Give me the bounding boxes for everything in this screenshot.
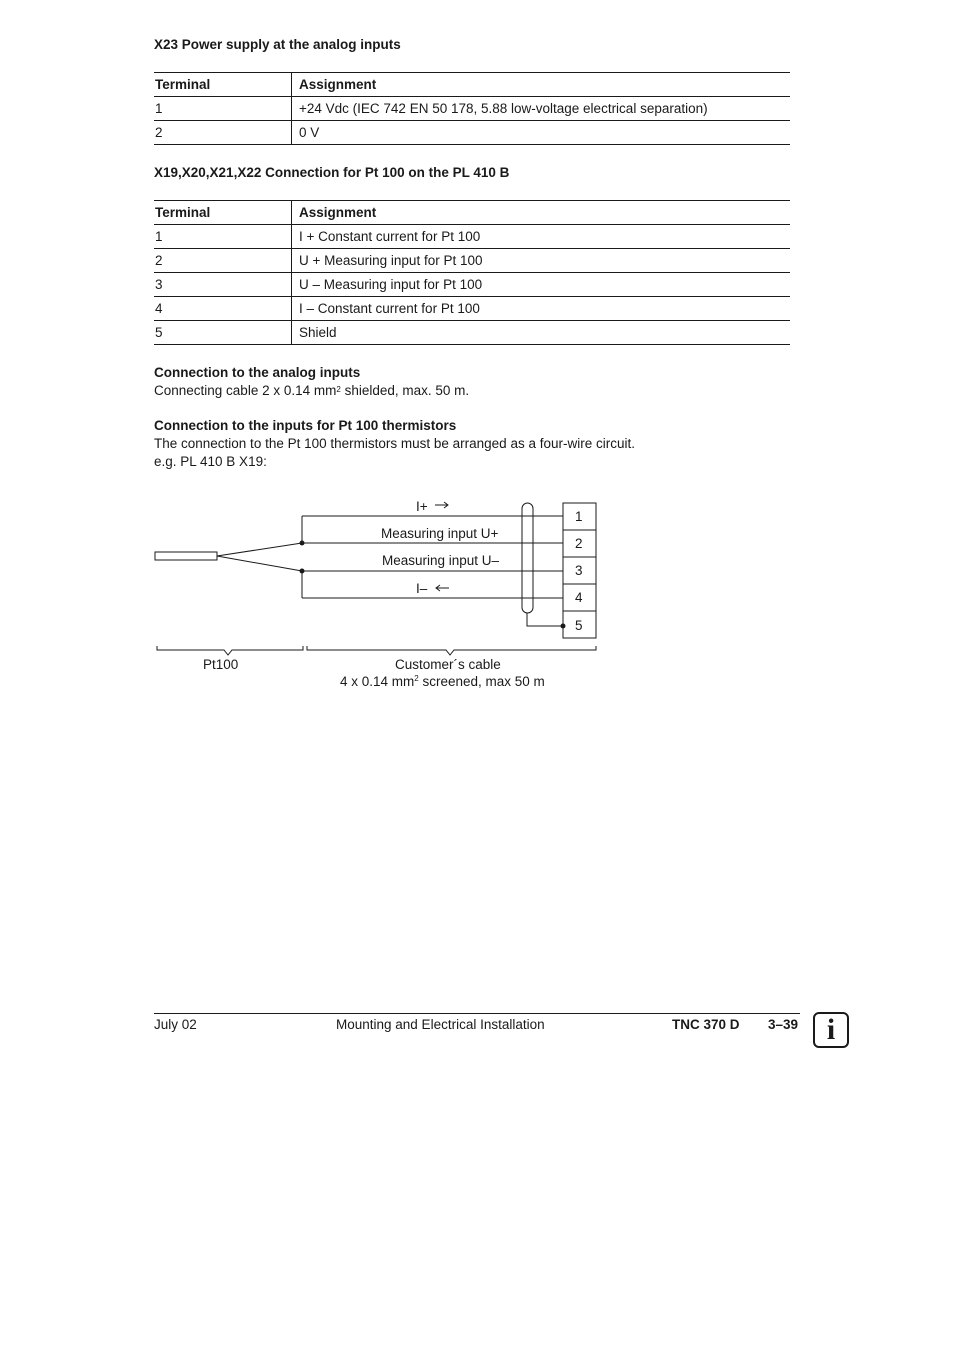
assignment-cell: U – Measuring input for Pt 100 — [292, 273, 791, 297]
terminal-cell: 3 — [154, 273, 292, 297]
analog-inputs-text: Connecting cable 2 x 0.14 mm — [154, 383, 337, 398]
superscript: 2 — [414, 674, 419, 683]
junction-dot — [561, 624, 566, 629]
junction-dot — [300, 541, 305, 546]
junction-dot — [300, 569, 305, 574]
assignment-cell: +24 Vdc (IEC 742 EN 50 178, 5.88 low-voltage electrical separation) — [292, 97, 791, 121]
info-icon: i — [813, 1012, 849, 1048]
table-header-row — [154, 73, 790, 97]
x23-table — [154, 72, 790, 145]
assignment-cell: 0 V — [292, 121, 791, 145]
sensor-lead-lower — [217, 556, 302, 571]
table-row — [154, 297, 790, 321]
thermistors-section — [154, 417, 635, 471]
analog-inputs-heading: Connection to the analog inputs — [154, 365, 361, 380]
label-measuring-u-minus: Measuring input U– — [382, 553, 500, 568]
x23-heading: X23 Power supply at the analog inputs — [154, 37, 401, 52]
footer-page-number: 3–39 — [768, 1017, 799, 1032]
pt100-wiring-diagram — [150, 495, 610, 695]
cable-brace — [307, 646, 596, 655]
table-row — [154, 321, 790, 345]
assignment-cell: I + Constant current for Pt 100 — [292, 225, 791, 249]
terminal-cell: 1 — [154, 225, 292, 249]
cable-shield — [522, 503, 533, 613]
label-i-minus: I– — [416, 581, 428, 596]
footer-section: Mounting and Electrical Installation — [336, 1017, 545, 1032]
column-header-terminal: Terminal — [154, 201, 292, 225]
column-header-assignment: Assignment — [292, 201, 791, 225]
assignment-cell: I – Constant current for Pt 100 — [292, 297, 791, 321]
terminal-number: 3 — [575, 563, 583, 578]
table-row — [154, 249, 790, 273]
label-i-plus: I+ — [416, 499, 428, 514]
terminal-cell: 4 — [154, 297, 292, 321]
terminal-number: 1 — [575, 509, 583, 524]
table-row — [154, 273, 790, 297]
thermistors-heading: Connection to the inputs for Pt 100 thermistors — [154, 418, 457, 433]
shield-wire — [527, 613, 563, 626]
analog-inputs-text-end: shielded, max. 50 m. — [340, 383, 470, 398]
assignment-cell: Shield — [292, 321, 791, 345]
footer-date: July 02 — [154, 1017, 197, 1032]
terminal-number: 5 — [575, 618, 583, 633]
footer-divider — [154, 1013, 800, 1014]
superscript: 2 — [336, 385, 341, 394]
column-header-terminal: Terminal — [154, 73, 292, 97]
x19-table — [154, 200, 790, 345]
cable-spec-text: 4 x 0.14 mm — [340, 674, 415, 689]
terminal-cell: 2 — [154, 249, 292, 273]
label-measuring-u-plus: Measuring input U+ — [381, 526, 499, 541]
table-row — [154, 97, 790, 121]
cable-spec — [340, 674, 545, 689]
terminal-number: 2 — [575, 536, 583, 551]
pt100-brace — [157, 646, 303, 655]
terminal-cell: 2 — [154, 121, 292, 145]
footer-product: TNC 370 D — [672, 1017, 740, 1032]
table-header-row — [154, 201, 790, 225]
terminal-cell: 1 — [154, 97, 292, 121]
sensor-lead-upper — [217, 543, 302, 556]
cable-label: Customer´s cable — [395, 657, 501, 672]
x19-heading: X19,X20,X21,X22 Connection for Pt 100 on the PL 410 B — [154, 165, 510, 180]
assignment-cell: U + Measuring input for Pt 100 — [292, 249, 791, 273]
table-row — [154, 225, 790, 249]
column-header-assignment: Assignment — [292, 73, 791, 97]
table-row — [154, 121, 790, 145]
terminal-number: 4 — [575, 590, 583, 605]
thermistors-example: e.g. PL 410 B X19: — [154, 454, 267, 469]
cable-spec-text-end: screened, max 50 m — [418, 674, 545, 689]
pt100-label: Pt100 — [203, 657, 239, 672]
pt100-sensor — [155, 552, 217, 560]
thermistors-text: The connection to the Pt 100 thermistors must be arranged as a four-wire circuit. — [154, 436, 635, 451]
analog-inputs-section — [154, 364, 469, 400]
terminal-cell: 5 — [154, 321, 292, 345]
